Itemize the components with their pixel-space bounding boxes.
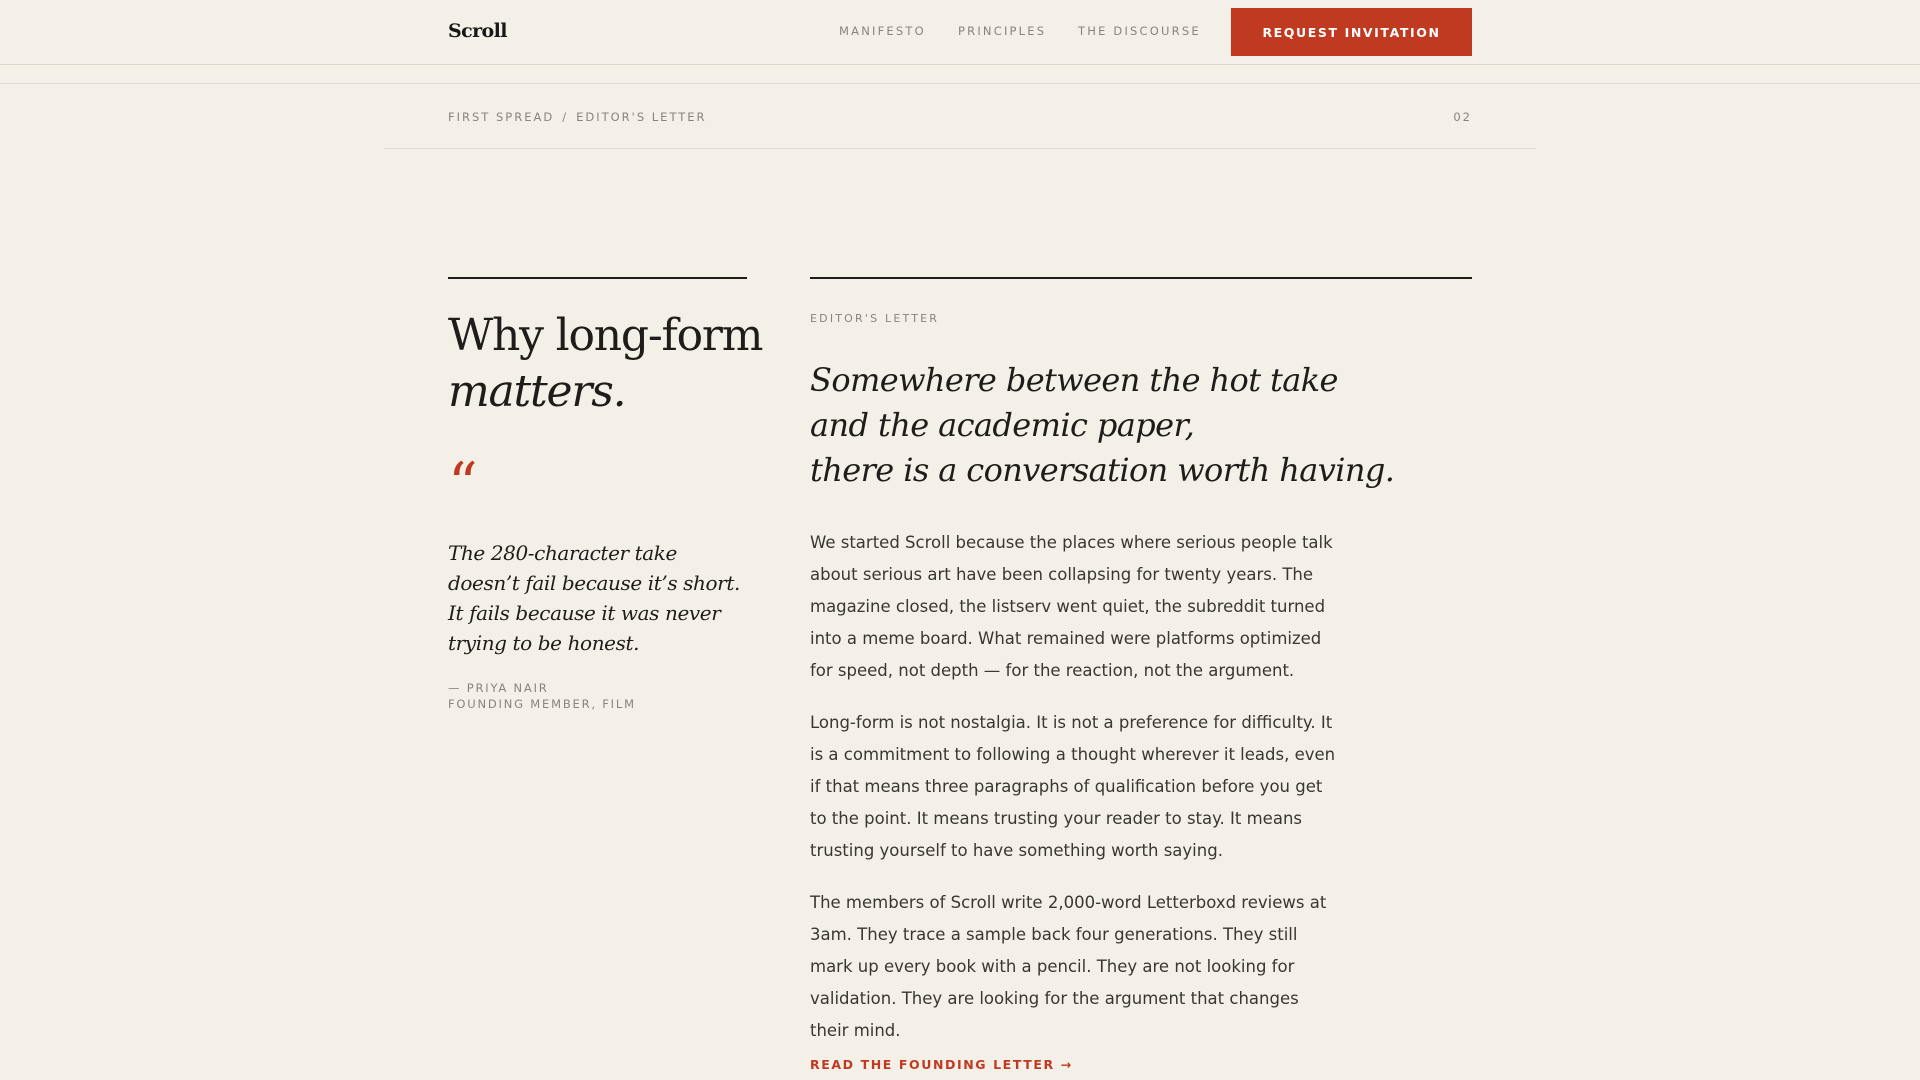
lede-line-3: there is a conversation worth having. [810, 451, 1395, 489]
quote-mark-icon: “ [448, 450, 478, 518]
lede-line-1: Somewhere between the hot take [810, 361, 1338, 399]
page-number: 02 [1453, 110, 1472, 124]
section-heading [448, 308, 768, 420]
nav-link-principles[interactable]: PRINCIPLES [958, 24, 1047, 38]
left-column-rule [448, 277, 747, 279]
breadcrumb-separator: / [562, 110, 569, 124]
header-divider [0, 83, 1920, 84]
attribution-name: — PRIYA NAIR [448, 681, 549, 695]
nav-link-manifesto[interactable]: MANIFESTO [839, 24, 926, 38]
pull-quote-attribution [448, 680, 768, 712]
breadcrumb-divider [384, 148, 1536, 149]
body-paragraph-1: We started Scroll because the places where serious people talk about serious art have been collapsing for twenty years. The magazine closed, the listserv went quiet, the subreddit turned into a meme board. What remained were platforms optimized for speed, not depth — for the reaction, not the argument. [810, 533, 1333, 680]
nav-link-the-discourse[interactable]: THE DISCOURSE [1078, 24, 1201, 38]
breadcrumb [448, 110, 707, 124]
site-header [0, 0, 1920, 65]
pull-quote: The 280-character take doesn’t fail because it’s short. It fails because it was never trying to be honest. [448, 541, 740, 655]
letter-lede [810, 358, 1395, 493]
breadcrumb-item-editors-letter: EDITOR'S LETTER [576, 110, 707, 124]
right-column-rule [810, 277, 1472, 279]
body-paragraph-3: The members of Scroll write 2,000-word Letterboxd reviews at 3am. They trace a sample back four generations. They still mark up every book with a pencil. They are not looking for validation. They are looking for the argument that changes their mind. [810, 893, 1327, 1040]
letter-body [810, 527, 1342, 1067]
brand-logo[interactable]: Scroll [448, 20, 507, 42]
letter-eyebrow: EDITOR'S LETTER [810, 312, 940, 325]
breadcrumb-item-first-spread[interactable]: FIRST SPREAD [448, 110, 555, 124]
read-founding-letter-link[interactable]: READ THE FOUNDING LETTER → [810, 1057, 1073, 1072]
body-paragraph-2: Long-form is not nostalgia. It is not a preference for difficulty. It is a commitment to following a thought wherever it leads, even if that means three paragraphs of qualification before you get to the point. It means trusting your reader to stay. It means trusting yourself to have something worth saying. [810, 713, 1336, 860]
heading-line-1: Why long-form [448, 310, 763, 361]
lede-line-2: and the academic paper, [810, 406, 1195, 444]
request-invitation-button[interactable]: REQUEST INVITATION [1231, 8, 1472, 56]
attribution-role: FOUNDING MEMBER, FILM [448, 697, 636, 711]
heading-line-2: matters. [448, 366, 626, 417]
